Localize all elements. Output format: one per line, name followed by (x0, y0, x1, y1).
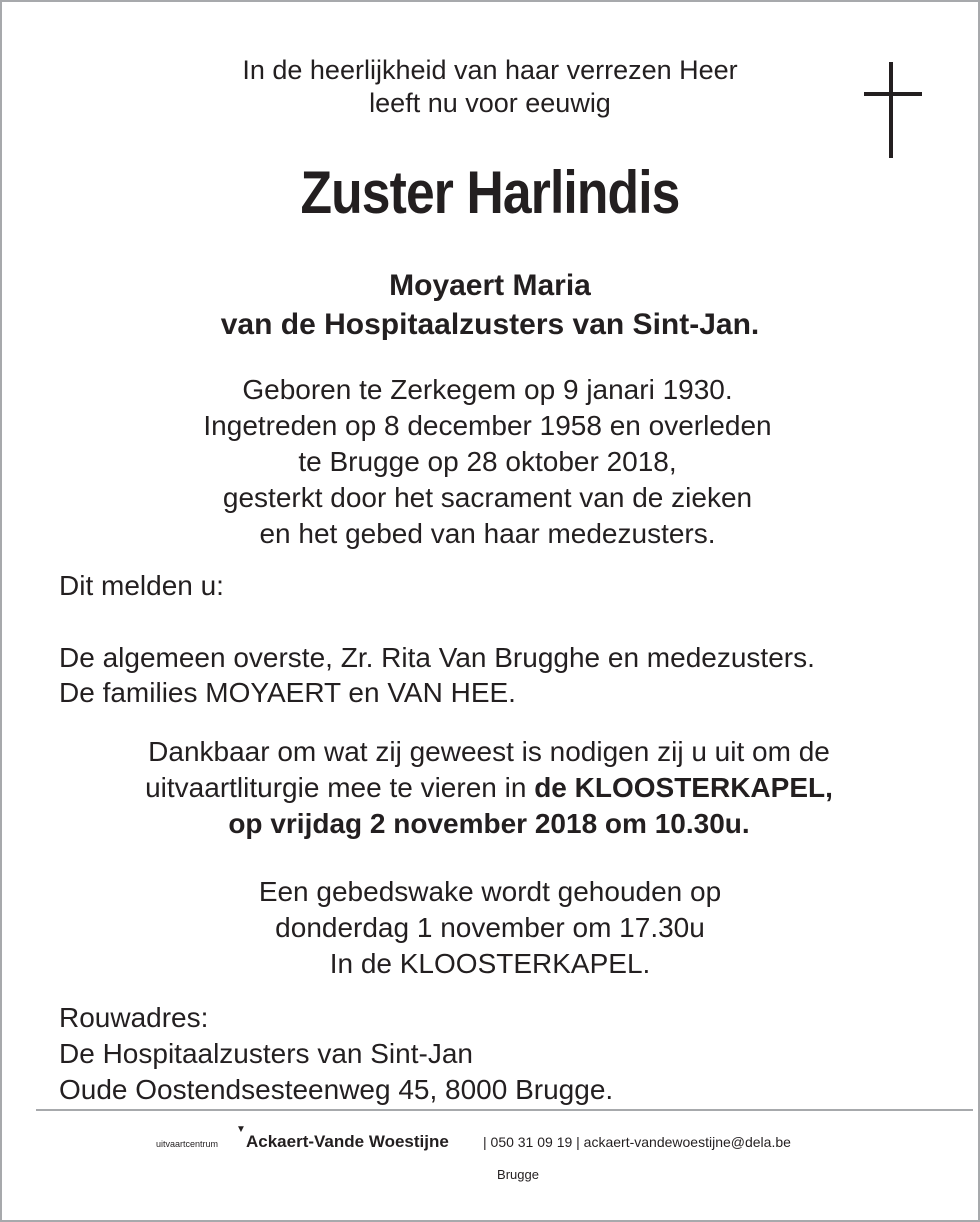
biography-line: en het gebed van haar medezusters. (259, 518, 716, 549)
biography-line: Geboren te Zerkegem op 9 janari 1930. (242, 374, 733, 405)
service-location: de KLOOSTERKAPEL, (534, 772, 833, 803)
subname-line: van de Hospitaalzusters van Sint-Jan. (220, 308, 760, 341)
mourner-line: De families MOYAERT en VAN HEE. (59, 677, 516, 708)
footer-city: Brugge (497, 1167, 539, 1182)
service-line: Dankbaar om wat zij geweest is nodigen zij u uit om de (148, 736, 830, 767)
deceased-subname (0, 266, 980, 344)
address-line: Oude Oostendsesteenweg 45, 8000 Brugge. (59, 1074, 614, 1105)
wake-line: In de KLOOSTERKAPEL. (329, 948, 651, 979)
service-line (0, 770, 978, 806)
mourner-line: De algemeen overste, Zr. Rita Van Brugghe en medezusters. (59, 642, 815, 673)
service-text: uitvaartliturgie mee te vieren in (145, 772, 535, 803)
biography-line: gesterkt door het sacrament van de zieken (222, 482, 753, 513)
biography (0, 372, 975, 552)
prayer-wake (0, 874, 980, 982)
subname-line: Moyaert Maria (389, 269, 591, 302)
triangle-down-icon: ▼ (236, 1124, 246, 1135)
wake-line: Een gebedswake wordt gehouden op (258, 876, 722, 907)
address-label: Rouwadres: (59, 1002, 209, 1033)
funeral-home-footer (0, 1125, 980, 1165)
footer-brand: Ackaert-Vande Woestijne (246, 1132, 449, 1151)
mourners (59, 640, 815, 710)
divider (36, 1109, 973, 1111)
funeral-service (0, 734, 978, 842)
intro-text (0, 54, 980, 120)
deceased-name: Zuster Harlindis (300, 159, 680, 226)
announce-text: Dit melden u: (59, 570, 224, 601)
service-line (0, 806, 978, 842)
intro-line: leeft nu voor eeuwig (369, 88, 611, 118)
footer-prefix: uitvaartcentrum (156, 1139, 219, 1149)
mourning-address (59, 1000, 613, 1108)
biography-line: Ingetreden op 8 december 1958 en overleden (203, 410, 772, 441)
intro-line: In de heerlijkheid van haar verrezen Heer (242, 55, 738, 85)
address-line: De Hospitaalzusters van Sint-Jan (59, 1038, 473, 1069)
biography-line: te Brugge op 28 oktober 2018, (298, 446, 677, 477)
wake-line: donderdag 1 november om 17.30u (275, 912, 705, 943)
footer-contact: | 050 31 09 19 | ackaert-vandewoestijne@dela.be (483, 1134, 791, 1150)
service-datetime: op vrijdag 2 november 2018 om 10.30u. (228, 808, 750, 839)
